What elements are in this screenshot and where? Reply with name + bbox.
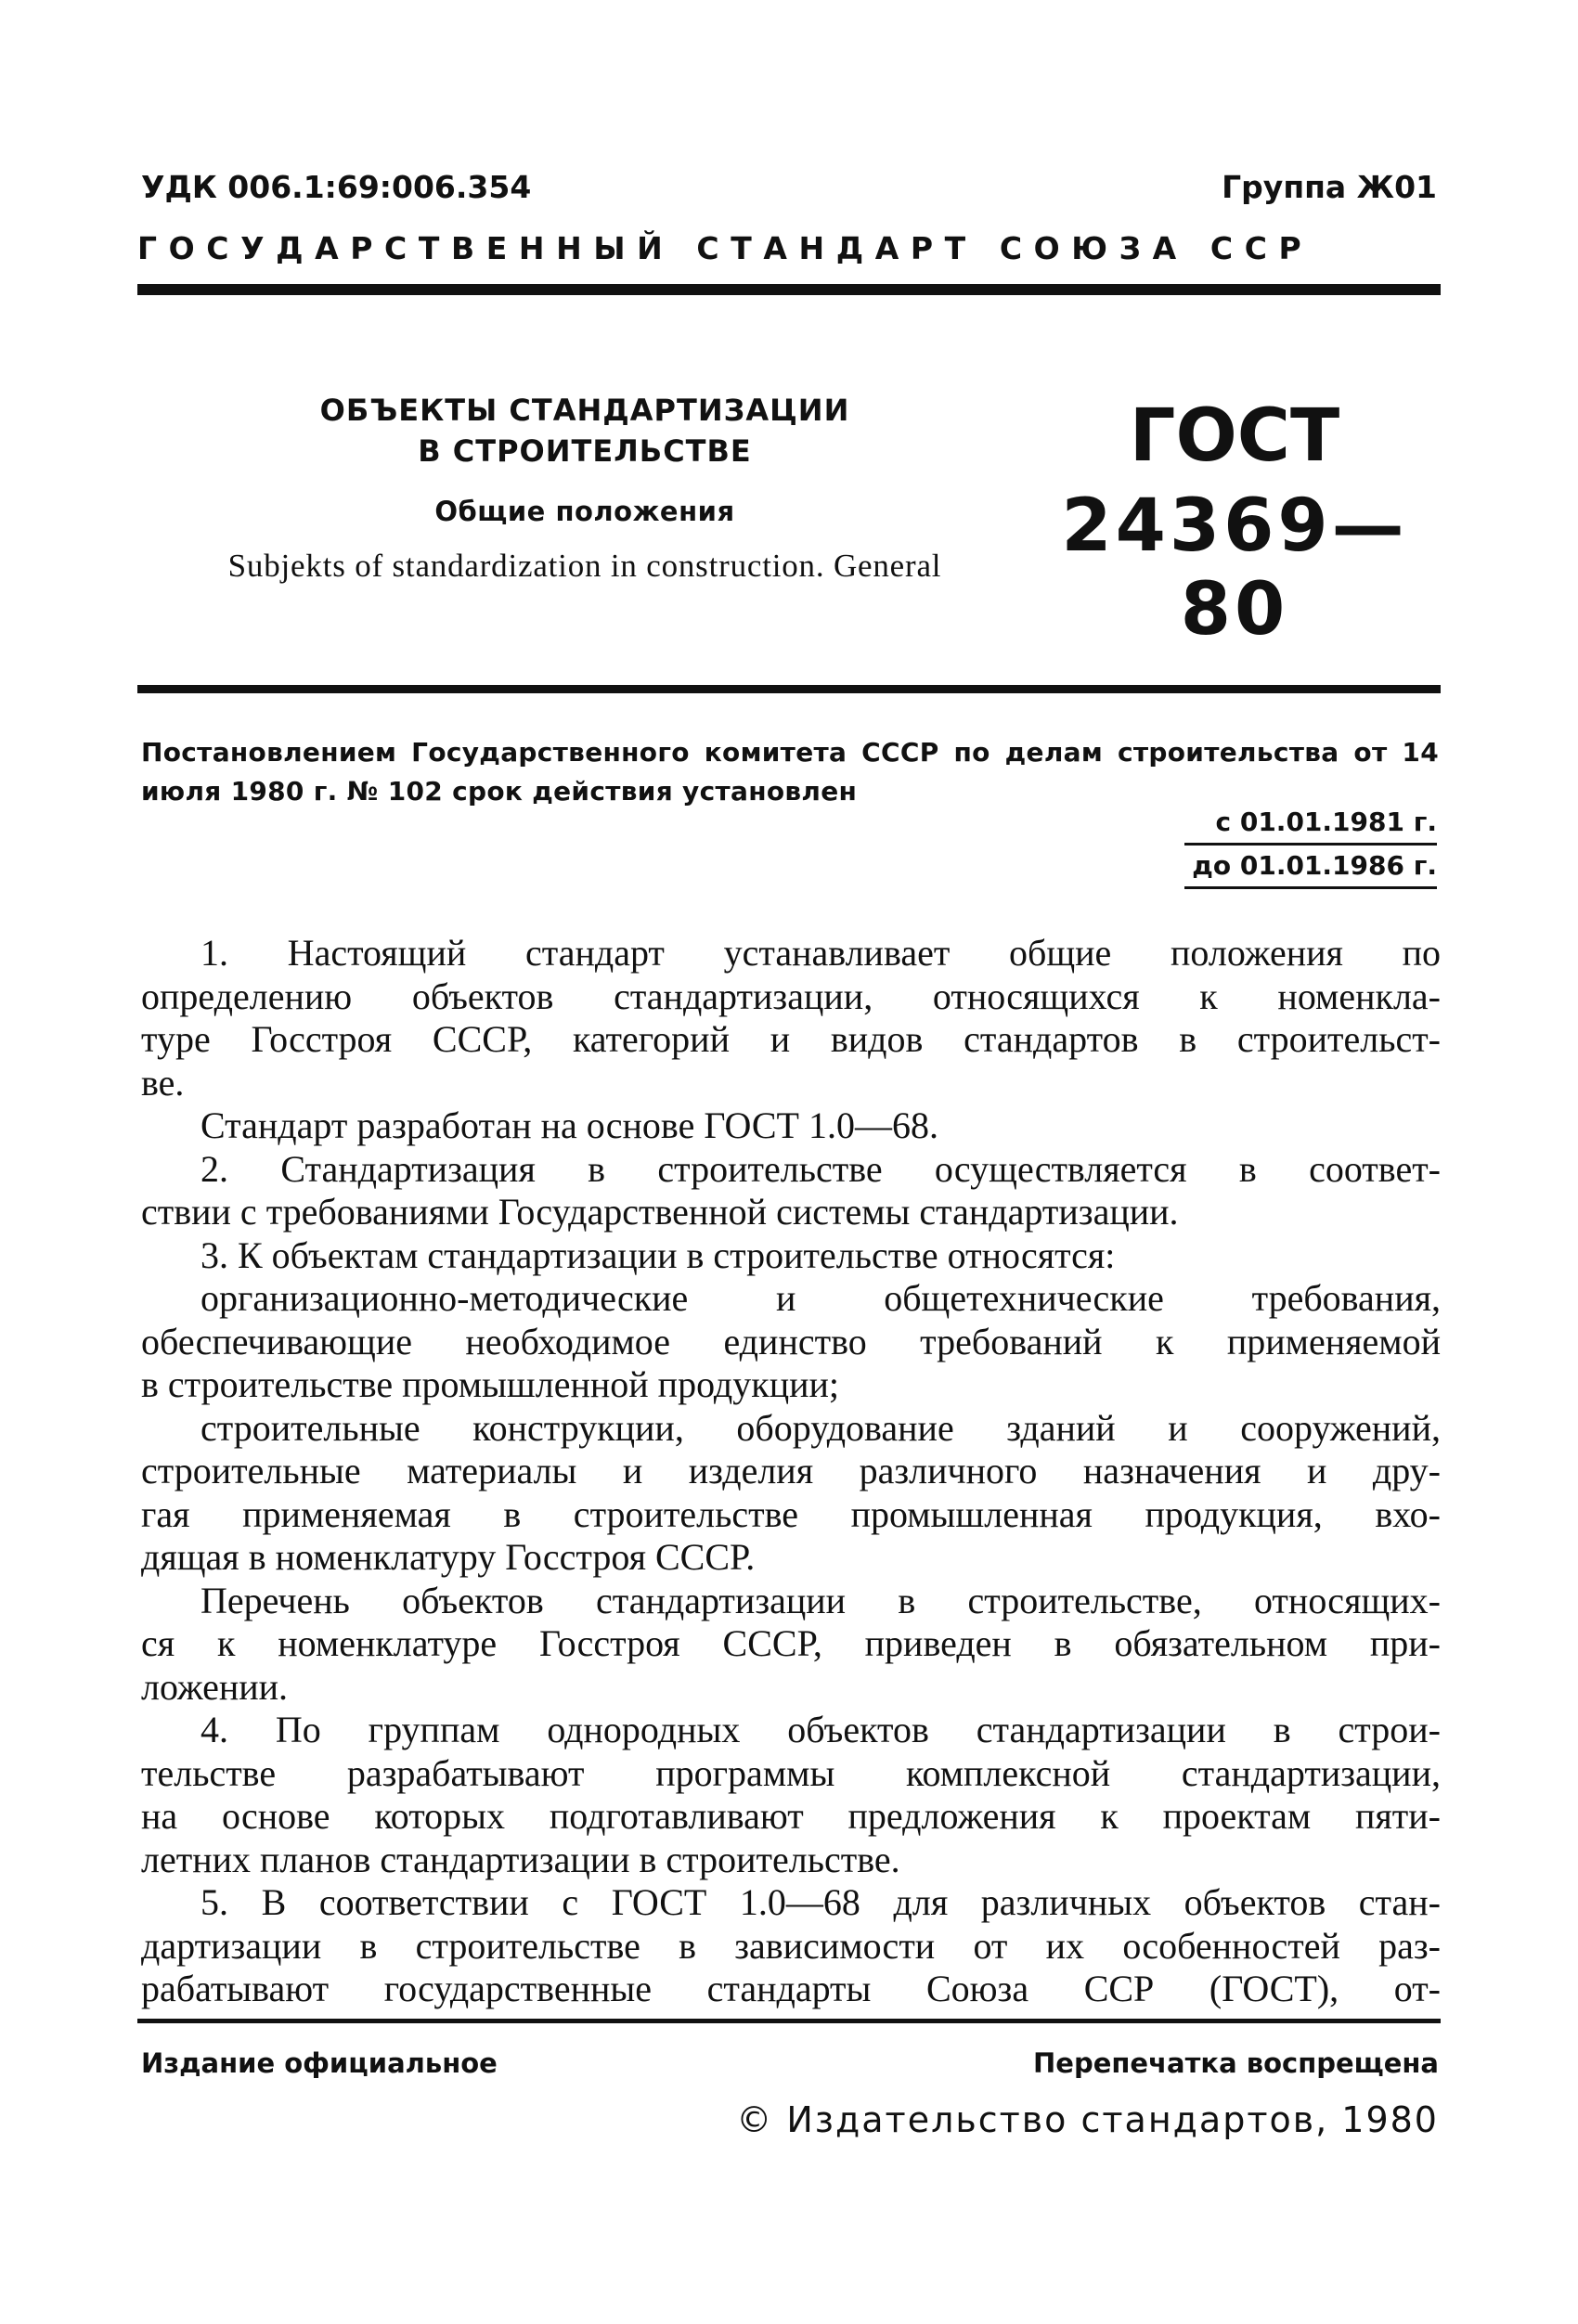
- body-line: Стандарт разработан на основе ГОСТ 1.0—68.: [200, 1104, 938, 1146]
- body-line: 4. По группам однородных объектов стандартизации в строи-: [200, 1709, 1441, 1750]
- title-line-2: В СТРОИТЕЛЬСТВЕ: [418, 433, 752, 469]
- body-line: определению объектов стандартизации, относящихся к номенкла-: [141, 975, 1441, 1017]
- body-line: ся к номенклатуре Госстроя СССР, приведен в обязательном при-: [141, 1622, 1441, 1664]
- validity-dates: [1184, 802, 1437, 889]
- udk-code: УДК 006.1:69:006.354: [141, 169, 532, 205]
- body-line: летних планов стандартизации в строительстве.: [141, 1838, 900, 1880]
- body-line: обеспечивающие необходимое единство требований к применяемой: [141, 1320, 1441, 1362]
- group-code: Группа Ж01: [1222, 169, 1437, 205]
- body-line: строительные конструкции, оборудование зданий и сооружений,: [200, 1406, 1441, 1449]
- body-text: [141, 932, 1441, 2011]
- bottom-rule: [137, 2019, 1441, 2023]
- middle-rule: [137, 685, 1441, 693]
- official-edition-label: Издание официальное: [141, 2047, 498, 2079]
- body-line: гая применяемая в строительстве промышленная продукция, вхо-: [141, 1492, 1441, 1535]
- valid-to: до 01.01.1986 г.: [1184, 846, 1437, 889]
- body-line: 2. Стандартизация в строительстве осуществляется в соответ-: [200, 1147, 1441, 1190]
- title-english: Subjekts of standardization in construction. General: [227, 548, 942, 584]
- body-line: дартизации в строительстве в зависимости от их особенностей раз-: [141, 1924, 1441, 1967]
- reprint-notice: Перепечатка воспрещена: [1033, 2047, 1439, 2079]
- body-line: ствии с требованиями Государственной системы стандартизации.: [141, 1191, 1179, 1233]
- valid-from: с 01.01.1981 г.: [1184, 802, 1437, 846]
- body-line: Перечень объектов стандартизации в строительстве, относящих-: [200, 1579, 1441, 1621]
- body-line: дящая в номенклатуру Госстроя СССР.: [141, 1536, 756, 1578]
- body-line: ве.: [141, 1061, 185, 1104]
- body-line: 5. В соответствии с ГОСТ 1.0—68 для различных объектов стан-: [200, 1881, 1441, 1923]
- body-line: 3. К объектам стандартизации в строительстве относятся:: [200, 1233, 1116, 1276]
- gost-label: ГОСТ: [1129, 394, 1340, 478]
- title-line-1: ОБЪЕКТЫ СТАНДАРТИЗАЦИИ: [319, 393, 850, 428]
- body-line: организационно-методические и общетехнические требования,: [200, 1277, 1441, 1319]
- state-standard-banner: ГОСУДАРСТВЕННЫЙ СТАНДАРТ СОЮЗА ССР: [137, 230, 1313, 266]
- title-subtitle: Общие положения: [434, 496, 735, 527]
- body-line: в строительстве промышленной продукции;: [141, 1363, 840, 1405]
- body-line: рабатывают государственные стандарты Союза ССР (ГОСТ), от-: [141, 1968, 1441, 2009]
- body-line: тельстве разрабатывают программы комплексной стандартизации,: [141, 1751, 1441, 1794]
- body-line: на основе которых подготавливают предложения к проектам пяти-: [141, 1795, 1441, 1837]
- body-line: 1. Настоящий стандарт устанавливает общие положения по: [200, 932, 1441, 974]
- body-line: строительные материалы и изделия различного назначения и дру-: [141, 1450, 1441, 1491]
- resolution-text: Постановлением Государственного комитета СССР по делам строительства от 14 июля 1980 г. № 102 срок действия установлен: [141, 737, 1439, 807]
- title-block: [149, 390, 1021, 585]
- gost-number: 24369—80: [1061, 484, 1408, 652]
- publisher-copyright: © Издательство стандартов, 1980: [736, 2099, 1439, 2140]
- top-rule: [137, 284, 1441, 295]
- body-line: ложении.: [141, 1665, 289, 1708]
- body-line: туре Госстроя СССР, категорий и видов стандартов в строительст-: [141, 1018, 1441, 1060]
